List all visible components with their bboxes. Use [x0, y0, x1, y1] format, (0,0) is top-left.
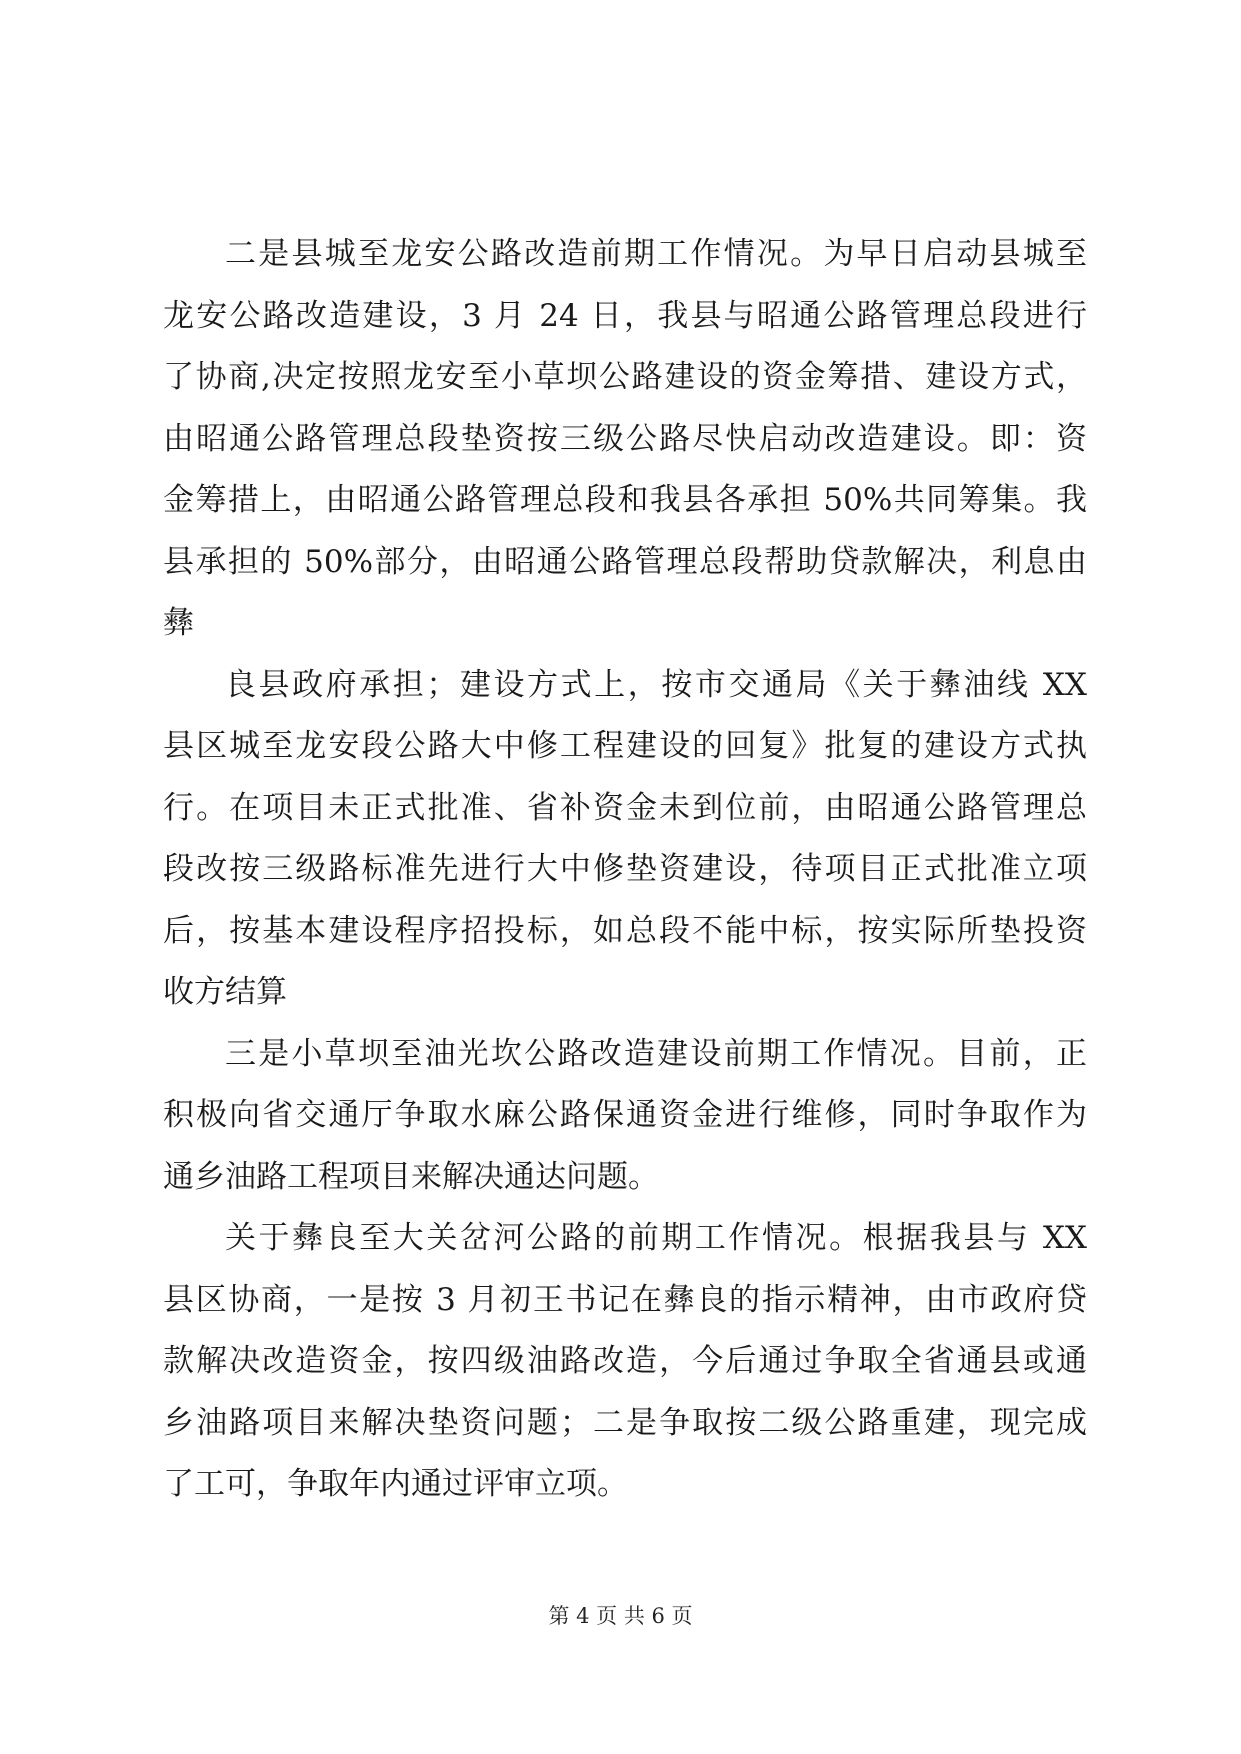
- text-line: 良县政府承担；建设方式上，按市交通局《关于彝油线 XX: [225, 666, 1087, 703]
- text-line: 乡油路项目来解决垫资问题；二是争取按二级公路重建，现完成: [163, 1404, 1087, 1441]
- text-line: 后，按基本建设程序招投标，如总段不能中标，按实际所垫投资: [163, 912, 1087, 949]
- page-footer: [0, 1600, 1241, 1630]
- text-line: 县承担的 50%部分，由昭通公路管理总段帮助贷款解决，利息由: [163, 543, 1087, 580]
- text-line: 了协商,决定按照龙安至小草坝公路建设的资金筹措、建设方式，: [163, 359, 1087, 395]
- text-line: 关于彝良至大关岔河公路的前期工作情况。根据我县与 XX: [225, 1220, 1087, 1256]
- text-line: 款解决改造资金，按四级油路改造，今后通过争取全省通县或通: [163, 1343, 1087, 1379]
- text-line: 段改按三级路标准先进行大中修垫资建设，待项目正式批准立项: [163, 851, 1087, 887]
- text-line: 县区城至龙安段公路大中修工程建设的回复》批复的建设方式执: [163, 728, 1087, 764]
- text-line: 积极向省交通厅争取水麻公路保通资金进行维修，同时争取作为: [163, 1097, 1087, 1133]
- document-body: [163, 224, 1087, 1516]
- text-line: 由昭通公路管理总段垫资按三级公路尽快启动改造建设。即：资: [163, 420, 1087, 457]
- text-line: 收方结算: [163, 974, 287, 1010]
- text-line: 了工可，争取年内通过评审立项。: [163, 1466, 628, 1502]
- text-line: 县区协商，一是按 3 月初王书记在彝良的指示精神，由市政府贷: [163, 1281, 1087, 1318]
- text-line: 通乡油路工程项目来解决通达问题。: [163, 1158, 659, 1195]
- text-line: 行。在项目未正式批准、省补资金未到位前，由昭通公路管理总: [163, 789, 1087, 826]
- text-line: 彝: [163, 605, 194, 641]
- text-line: 三是小草坝至油光坎公路改造建设前期工作情况。目前，正: [225, 1035, 1087, 1072]
- text-line: 龙安公路改造建设，3 月 24 日，我县与昭通公路管理总段进行: [163, 297, 1087, 334]
- page-number: 第 4 页 共 6 页: [548, 1604, 693, 1628]
- text-line: 二是县城至龙安公路改造前期工作情况。为早日启动县城至: [225, 236, 1087, 272]
- text-line: 金筹措上，由昭通公路管理总段和我县各承担 50%共同筹集。我: [163, 482, 1087, 518]
